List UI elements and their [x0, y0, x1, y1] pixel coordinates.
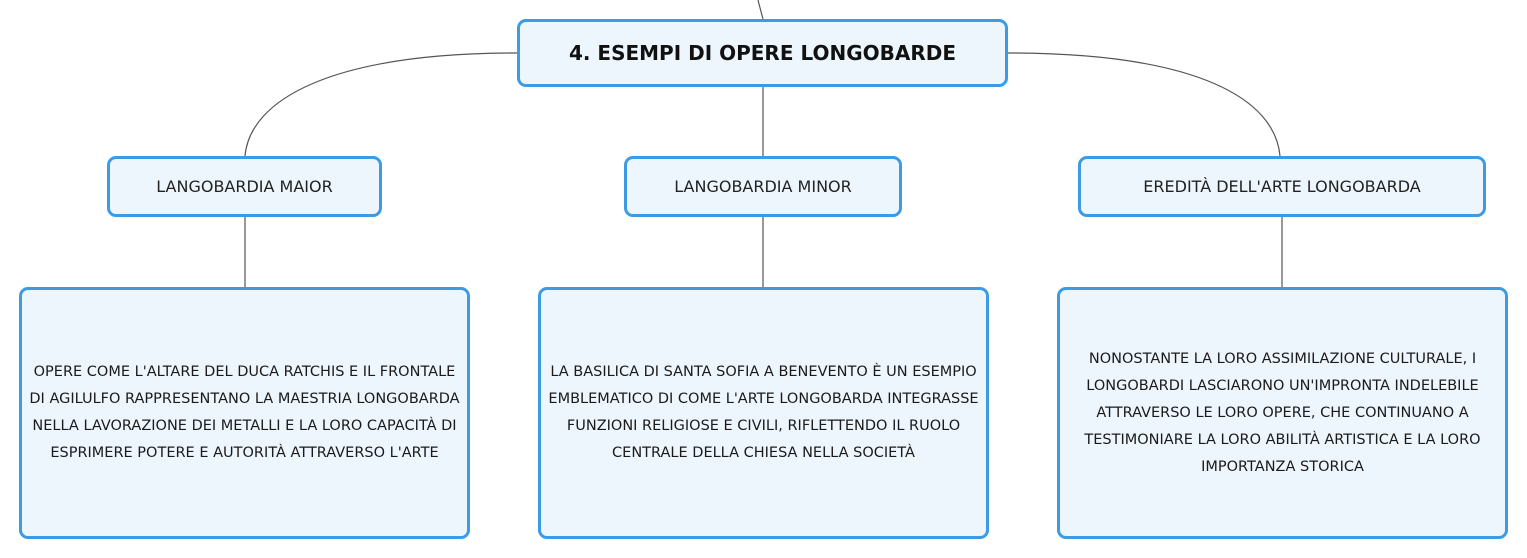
branch-node-label: EREDITÀ DELL'ARTE LONGOBARDA — [1143, 177, 1421, 196]
branch-node-eredita[interactable] — [1078, 156, 1486, 217]
connector-root-to-maior — [245, 53, 517, 156]
branch-node-maior[interactable] — [107, 156, 382, 217]
detail-node-text: OPERE COME L'ALTARE DEL DUCA RATCHIS E IL FRONTALE DI AGILULFO RAPPRESENTANO LA MAESTRIA LONGOBARDA NELLA LAVORAZIONE DEI METALLI E LA LORO CAPACITÀ DI ESPRIMERE POTERE E AUTORITÀ ATTRAVERSO L'ARTE — [29, 364, 460, 461]
branch-node-label: LANGOBARDIA MINOR — [674, 177, 852, 196]
connector-root-to-eredita — [1008, 53, 1280, 156]
detail-node-text: NONOSTANTE LA LORO ASSIMILAZIONE CULTURALE, I LONGOBARDI LASCIARONO UN'IMPRONTA INDELEBILE ATTRAVERSO LE LORO OPERE, CHE CONTINUANO A TESTIMONIARE LA LORO ABILITÀ ARTISTICA E LA LORO IMPORTANZA STORICA — [1084, 350, 1481, 475]
root-node[interactable] — [517, 19, 1008, 87]
incoming-connector — [758, 0, 763, 19]
detail-node-maior[interactable] — [19, 287, 470, 539]
branch-node-minor[interactable] — [624, 156, 902, 217]
root-node-label: 4. ESEMPI DI OPERE LONGOBARDE — [568, 41, 957, 65]
detail-node-minor[interactable] — [538, 287, 989, 539]
detail-node-eredita[interactable] — [1057, 287, 1508, 539]
detail-node-text: LA BASILICA DI SANTA SOFIA A BENEVENTO È UN ESEMPIO EMBLEMATICO DI COME L'ARTE LONGOBARDA INTEGRASSE FUNZIONI RELIGIOSE E CIVILI, RIFLETTENDO IL RUOLO CENTRALE DELLA CHIESA NELLA SOCIETÀ — [548, 364, 979, 461]
branch-node-label: LANGOBARDIA MAIOR — [156, 177, 333, 196]
